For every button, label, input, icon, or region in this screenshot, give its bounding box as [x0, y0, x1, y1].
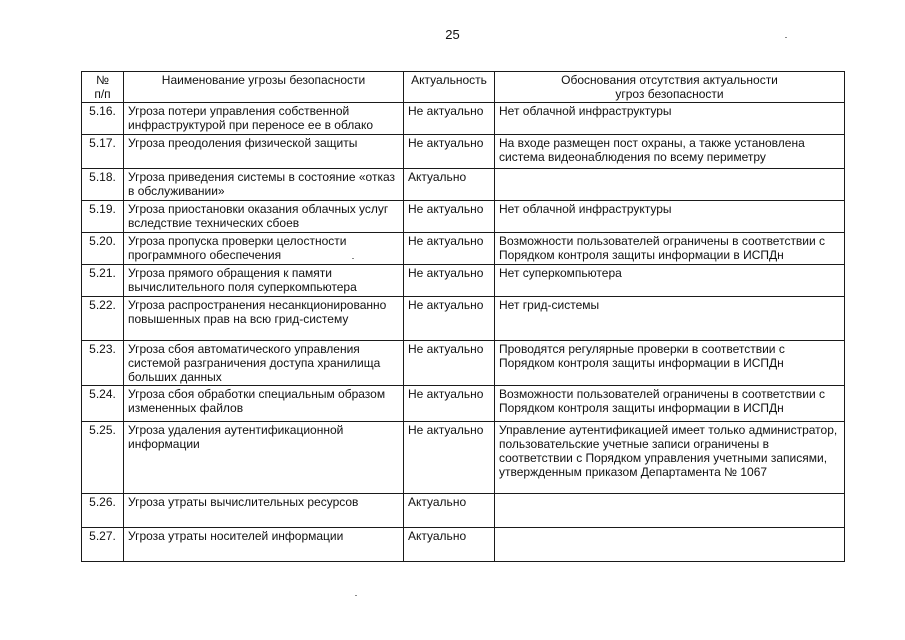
threat-name: Угроза прямого обращения к памяти вычислительного поля суперкомпьютера — [124, 265, 404, 297]
justification-text: Возможности пользователей ограничены в соответствии с Порядком контроля защиты информации в ИСПДн — [495, 233, 845, 265]
relevance-status: Актуально — [404, 528, 495, 562]
threat-name: Угроза сбоя автоматического управления системой разграничения доступа хранилища больших данных — [124, 341, 404, 386]
table-row — [82, 528, 845, 562]
row-number: 5.21. — [82, 265, 124, 297]
threat-name: Угроза пропуска проверки целостности программного обеспечения — [124, 233, 404, 265]
threat-name: Угроза преодоления физической защиты — [124, 135, 404, 169]
justification-text: Нет облачной инфраструктуры — [495, 201, 845, 233]
row-number: 5.16. — [82, 103, 124, 135]
row-number: 5.27. — [82, 528, 124, 562]
justification-text: Управление аутентификацией имеет только администратор, пользовательские учетные записи ограничены в соответствии с Порядком управления учетными записями, утвержденным приказом Департамента № 1067 — [495, 422, 845, 494]
relevance-status: Не актуально — [404, 103, 495, 135]
header-relevance: Актуальность — [404, 72, 495, 103]
header-justification — [495, 72, 845, 103]
relevance-status: Не актуально — [404, 135, 495, 169]
header-num-line2: п/п — [94, 87, 111, 101]
relevance-status: Не актуально — [404, 201, 495, 233]
row-number: 5.25. — [82, 422, 124, 494]
threats-table — [81, 71, 845, 562]
table-row — [82, 494, 845, 528]
header-threat-name: Наименование угрозы безопасности — [124, 72, 404, 103]
relevance-status: Актуально — [404, 494, 495, 528]
table-row — [82, 233, 845, 265]
table-row — [82, 386, 845, 422]
justification-text: Нет грид-системы — [495, 297, 845, 341]
header-num-line1: № — [96, 73, 109, 87]
scan-speck — [352, 258, 354, 259]
row-number: 5.24. — [82, 386, 124, 422]
row-number: 5.18. — [82, 169, 124, 201]
scan-speck — [785, 37, 787, 38]
row-number: 5.23. — [82, 341, 124, 386]
justification-text — [495, 494, 845, 528]
justification-text: Нет облачной инфраструктуры — [495, 103, 845, 135]
table-row — [82, 341, 845, 386]
threat-name: Угроза утраты носителей информации — [124, 528, 404, 562]
row-number: 5.19. — [82, 201, 124, 233]
justification-text: На входе размещен пост охраны, а также установлена система видеонаблюдения по всему периметру — [495, 135, 845, 169]
relevance-status: Не актуально — [404, 265, 495, 297]
justification-text: Нет суперкомпьютера — [495, 265, 845, 297]
row-number: 5.26. — [82, 494, 124, 528]
header-justification-line2: угроз безопасности — [615, 87, 724, 101]
threat-name: Угроза удаления аутентификационной информации — [124, 422, 404, 494]
table-row — [82, 422, 845, 494]
threat-name: Угроза распространения несанкционированно повышенных прав на всю грид-систему — [124, 297, 404, 341]
justification-text — [495, 169, 845, 201]
relevance-status: Актуально — [404, 169, 495, 201]
page-number: 25 — [445, 27, 460, 42]
table-header-row — [82, 72, 845, 103]
table-row — [82, 297, 845, 341]
table-row — [82, 103, 845, 135]
relevance-status: Не актуально — [404, 386, 495, 422]
row-number: 5.17. — [82, 135, 124, 169]
table-row — [82, 201, 845, 233]
row-number: 5.20. — [82, 233, 124, 265]
justification-text: Возможности пользователей ограничены в соответствии с Порядком контроля защиты информации в ИСПДн — [495, 386, 845, 422]
threat-name: Угроза приостановки оказания облачных услуг вследствие технических сбоев — [124, 201, 404, 233]
relevance-status: Не актуально — [404, 233, 495, 265]
table-row — [82, 135, 845, 169]
header-num — [82, 72, 124, 103]
justification-text: Проводятся регулярные проверки в соответствии с Порядком контроля защиты информации в ИСПДн — [495, 341, 845, 386]
threat-name: Угроза сбоя обработки специальным образом измененных файлов — [124, 386, 404, 422]
table-row — [82, 265, 845, 297]
relevance-status: Не актуально — [404, 297, 495, 341]
threat-name: Угроза утраты вычислительных ресурсов — [124, 494, 404, 528]
row-number: 5.22. — [82, 297, 124, 341]
threat-name: Угроза потери управления собственной инфраструктурой при переносе ее в облако — [124, 103, 404, 135]
table-row — [82, 169, 845, 201]
scan-speck — [355, 595, 357, 596]
relevance-status: Не актуально — [404, 341, 495, 386]
threat-name: Угроза приведения системы в состояние «отказ в обслуживании» — [124, 169, 404, 201]
relevance-status: Не актуально — [404, 422, 495, 494]
justification-text — [495, 528, 845, 562]
header-justification-line1: Обоснования отсутствия актуальности — [561, 73, 778, 87]
